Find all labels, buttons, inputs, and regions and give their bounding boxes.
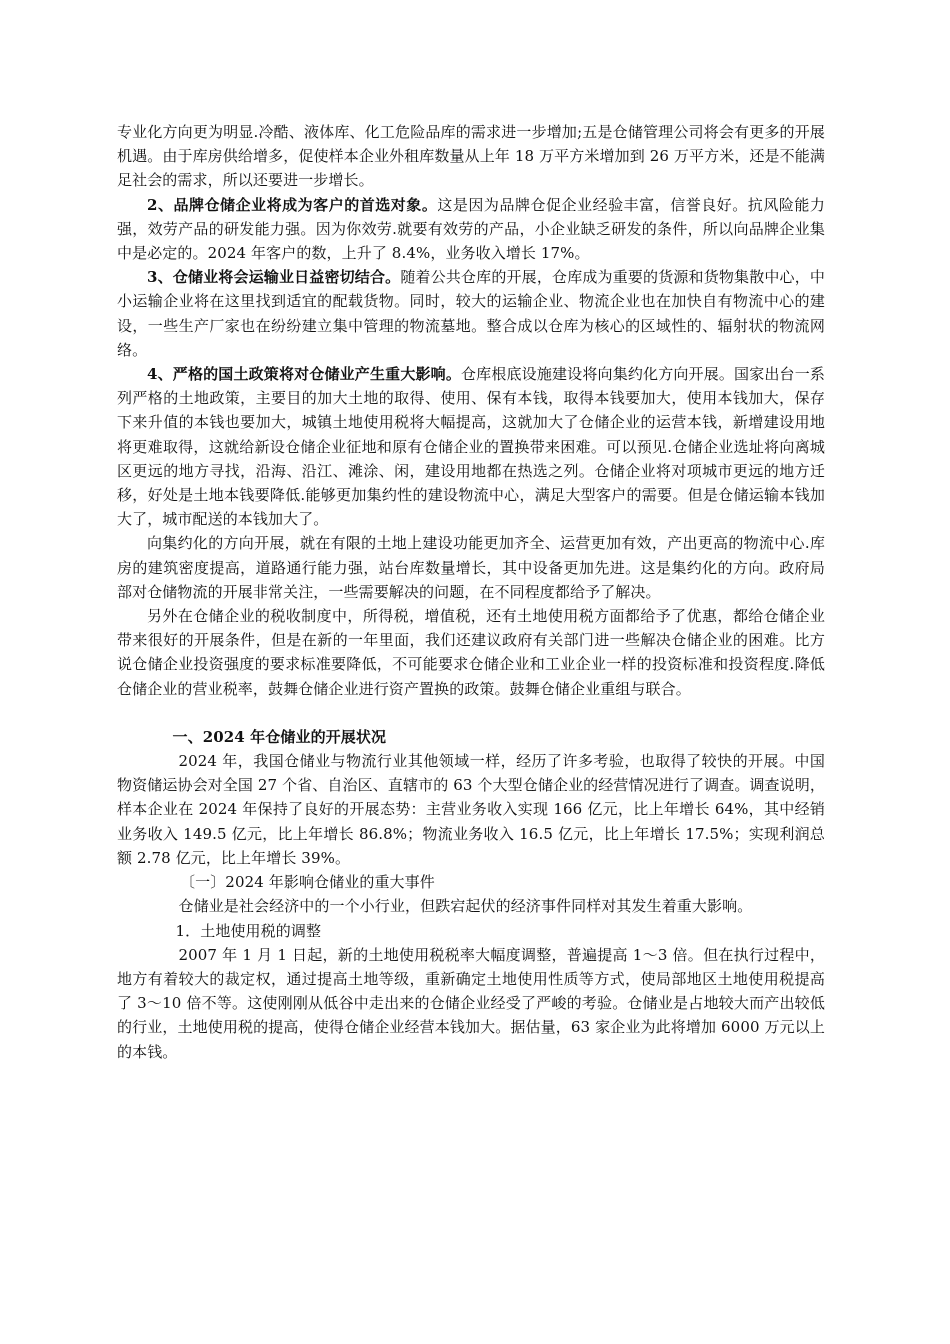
paragraph-lead: 2、品牌仓储企业将成为客户的首选对象。 bbox=[147, 195, 438, 214]
document-page bbox=[117, 120, 825, 1064]
paragraph-lead: 3、仓储业将会运输业日益密切结合。 bbox=[147, 268, 401, 287]
paragraph-body: 这是因为品牌仓促企业经验丰富，信誉良好。抗风险能力强，效劳产品的研发能力强。因为你效劳.就要有效劳的产品，小企业缺乏研发的条件，所以向品牌企业集中是必定的。2024 年客户的数，上升了 8.4%，业务收入增长 17%。 bbox=[117, 195, 825, 263]
paragraph-transport-integration bbox=[117, 265, 825, 362]
paragraph-development-status: 2024 年，我国仓储业与物流行业其他领域一样，经历了许多考验，也取得了较快的开展。中国物资储运协会对全国 27 个省、自治区、直辖市的 63 个大型仓储企业的经营情况进行了调查。调查说明，样本企业在 2024 年保持了良好的开展态势：主营业务收入实现 166 亿元，比上年增长 64%，其中经销业务收入 149.5 亿元，比上年增长 86.8%；物流业务收入 16.5 亿元，比上年增长 17.5%；实现利润总额 2.78 亿元，比上年增长 39%。 bbox=[117, 752, 825, 867]
paragraph-land-tax: 2007 年 1 月 1 日起，新的土地使用税税率大幅度调整，普遍提高 1～3 倍。但在执行过程中，地方有着较大的裁定权，通过提高土地等级，重新确定土地使用性质等方式，使局部地区土地使用税提高了 3～10 倍不等。这使刚刚从低谷中走出来的仓储企业经受了严峻的考验。仓储业是占地较大而产出较低的行业，土地使用税的提高，使得仓储企业经营本钱加大。据估量，63 家企业为此将增加 6000 万元以上的本钱。 bbox=[117, 945, 825, 1061]
paragraph-body: 随着公共仓库的开展，仓库成为重要的货源和货物集散中心，中小运输企业将在这里找到适宜的配载货物。同时，较大的运输企业、物流企业也在加快自有物流中心的建设，一些生产厂家也在纷纷建立集中管理的物流墓地。整合成以仓库为核心的区域性的、辐射状的物流网络。 bbox=[117, 268, 826, 359]
paragraph-brand-storage bbox=[117, 193, 825, 266]
paragraph-body: 仓库根底设施建设将向集约化方向开展。国家出台一系列严格的土地政策，主要目的加大土地的取得、使用、保有本钱，取得本钱要加大，使用本钱加大，保存下来升值的本钱也要加大，城镇土地使用税将大幅提高，这就加大了仓储企业的运营本钱，新增建设用地将更难取得，这就给新设仓储企业征地和原有仓储企业的置换带来困难。可以预见.仓储企业选址将向离城区更远的地方寻找，沿海、沿江、滩涂、闲，建设用地都在热选之列。仓储企业将对项城市更远的地方迁移，好处是土地本钱要降低.能够更加集约性的建设物流中心，满足大型客户的需要。但是仓储运输本钱加大了，城市配送的本钱加大了。 bbox=[117, 365, 825, 529]
paragraph-lead: 4、严格的国土政策将对仓储业产生重大影响。 bbox=[147, 365, 461, 384]
paragraph-impact-events: 仓储业是社会经济中的一个小行业，但跌宕起伏的经济事件同样对其发生着重大影响。 bbox=[178, 897, 753, 916]
section-title: 一、2024 年仓储业的开展状况 bbox=[172, 727, 387, 746]
subsection-title: 〔一〕2024 年影响仓储业的重大事件 bbox=[180, 873, 435, 892]
paragraph-land-policy bbox=[117, 362, 825, 531]
paragraph-intro: 专业化方向更为明显.冷酷、液体库、化工危险品库的需求进一步增加;五是仓储管理公司将会有更多的开展机遇。由于库房供给增多，促使样本企业外租库数量从上年 18 万平方米增加到 26 万平方米，还是不能满足社会的需求，所以还要进一步增长。 bbox=[117, 123, 825, 190]
paragraph-tax-policy: 另外在仓储企业的税收制度中，所得税，增值税，还有土地使用税方面都给予了优惠，都给仓储企业带来很好的开展条件，但是在新的一年里面，我们还建议政府有关部门进一些解决仓储企业的困难。比方说仓储企业投资强度的要求标准要降低，不可能要求仓储企业和工业企业一样的投资标准和投资程度.降低仓储企业的营业税率，鼓舞仓储企业进行资产置换的政策。鼓舞仓储企业重组与联合。 bbox=[117, 607, 825, 698]
numbered-heading: 1．土地使用税的调整 bbox=[175, 921, 322, 940]
paragraph-intensive-direction: 向集约化的方向开展，就在有限的土地上建设功能更加齐全、运营更加有效，产出更高的物流中心.库房的建筑密度提高，道路通行能力强，站台库数量增长，其中设备更加先进。这是集约化的方向。政府局部对仓储物流的开展非常关注，一些需要解决的问题，在不同程度都给予了解决。 bbox=[117, 534, 825, 601]
